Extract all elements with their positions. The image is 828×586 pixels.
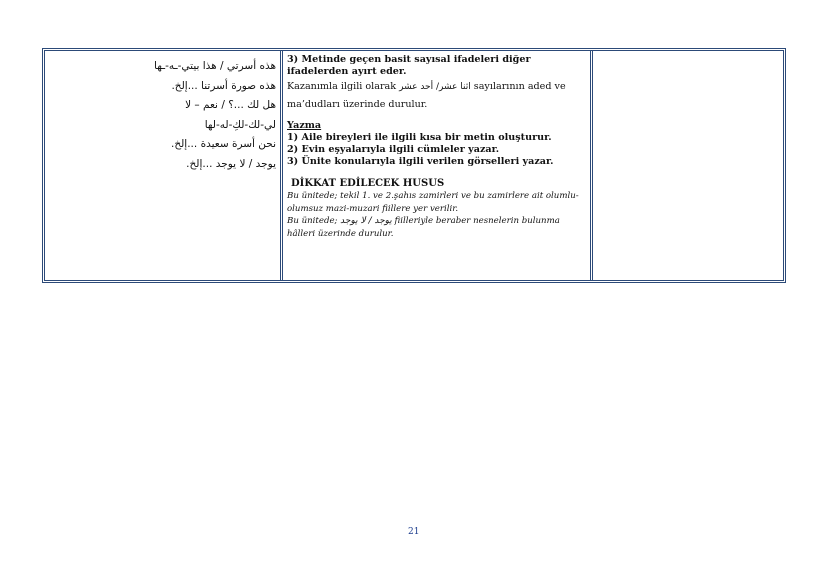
note-line2-before: Bu ünitede; — [287, 216, 341, 226]
note-heading: DİKKAT EDİLECEK HUSUS — [291, 178, 445, 189]
writing-item: 3) Ünite konularıyla ilgili verilen görselleri yazar. — [287, 156, 554, 167]
writing-heading: Yazma — [287, 120, 322, 131]
arabic-line: نحن أسرة سعيدة ...إلخ. — [170, 138, 276, 150]
page-number: 21 — [408, 527, 420, 537]
arabic-line: يوجد / لا يوجد ...إلخ. — [186, 157, 276, 170]
objective-text-after: sayılarının aded ve ma’dudları üzerinde durulur. — [287, 81, 566, 110]
note-line — [287, 215, 586, 240]
objective-text — [287, 78, 586, 114]
objective-title: 3) Metinde geçen basit sayısal ifadeleri diğer ifadelerden ayırt eder. — [287, 54, 531, 77]
empty-cell — [593, 51, 783, 280]
curriculum-table — [42, 48, 786, 283]
objective-arabic: اثنا عشر/ أحد عشر — [399, 82, 471, 92]
writing-item: 1) Aile bireyleri ile ilgili kısa bir metin oluşturur. — [287, 132, 552, 143]
objective-text-before: Kazanımla ilgili olarak — [287, 81, 400, 92]
arabic-line: هذه صورة أسرتنا ...إلخ. — [171, 79, 276, 92]
arabic-line: هل لك ...؟ / نعم – لا — [185, 99, 276, 111]
writing-item: 2) Evin eşyalarıyla ilgili cümleler yazar. — [287, 144, 500, 155]
note-line: Bu ünitede; tekil 1. ve 2.şahıs zamirleri ve bu zamirlere ait olumlu-olumsuz mazi-muzari fiillere yer verilir. — [287, 191, 579, 214]
arabic-line: لي-لك-لكِ-له-لها — [204, 118, 276, 131]
arabic-examples-cell — [45, 51, 283, 280]
note-arabic: يوجد / لا يوجد — [340, 216, 392, 226]
note-line2-after: fiilleriyle beraber nesnelerin bulunma hâlleri üzerinde durulur. — [287, 216, 560, 239]
objectives-cell — [283, 51, 593, 280]
arabic-line: هذه أسرتي / هذا بيتي-ـه-ـها — [154, 60, 276, 72]
